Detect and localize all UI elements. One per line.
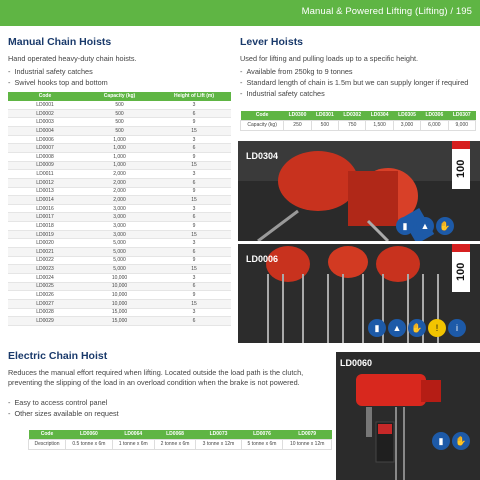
table-cell: LD0007 bbox=[8, 144, 82, 153]
table-cell: 2,000 bbox=[82, 178, 157, 187]
manual-intro: Hand operated heavy-duty chain hoists. bbox=[8, 54, 137, 63]
table-header: LD0076 bbox=[241, 430, 283, 439]
page-title: Manual & Powered Lifting (Lifting) / 195 bbox=[301, 6, 472, 17]
table-cell: LD0006 bbox=[8, 135, 82, 144]
table-header: LD0302 bbox=[339, 111, 366, 120]
table-cell: 6 bbox=[157, 248, 231, 257]
table-header: LD0301 bbox=[311, 111, 338, 120]
table-cell: 15 bbox=[157, 127, 231, 136]
electric-hoist-photo bbox=[336, 352, 480, 480]
table-row bbox=[8, 178, 231, 187]
table-row bbox=[8, 196, 231, 205]
lever-section-title: Lever Hoists bbox=[240, 36, 304, 48]
table-cell: 1,000 bbox=[82, 135, 157, 144]
table-header: LD0073 bbox=[196, 430, 241, 439]
helmet-icon: ▲ bbox=[388, 319, 406, 337]
table-cell: 2,000 bbox=[82, 170, 157, 179]
table-cell: 5,000 bbox=[82, 265, 157, 274]
electric-section-title: Electric Chain Hoist bbox=[8, 350, 108, 362]
table-header: LD0060 bbox=[65, 430, 112, 439]
table-cell: 6 bbox=[157, 144, 231, 153]
table-cell: LD0004 bbox=[8, 127, 82, 136]
header-bar bbox=[0, 0, 480, 26]
table-cell: 1,500 bbox=[366, 120, 393, 130]
lever-hoist-table bbox=[240, 111, 476, 131]
table-header: LD0068 bbox=[154, 430, 196, 439]
manual-bullets bbox=[8, 66, 108, 88]
table-row bbox=[8, 144, 231, 153]
table-cell: LD0019 bbox=[8, 230, 82, 239]
table-cell: 1,000 bbox=[82, 161, 157, 170]
table-row bbox=[8, 308, 231, 317]
table-cell: 10,000 bbox=[82, 299, 157, 308]
table-cell: 6 bbox=[157, 317, 231, 326]
table-header: LD0300 bbox=[284, 111, 311, 120]
manual-bullet: - Industrial safety catches bbox=[8, 66, 108, 77]
table-cell: 15 bbox=[157, 196, 231, 205]
lever-bullet: - Available from 250kg to 9 tonnes bbox=[240, 66, 476, 77]
table-cell: 9 bbox=[157, 291, 231, 300]
table-cell: 5,000 bbox=[82, 239, 157, 248]
table-row bbox=[8, 118, 231, 127]
badge-strip bbox=[452, 244, 470, 252]
table-cell: LD0025 bbox=[8, 282, 82, 291]
table-cell: 10,000 bbox=[82, 291, 157, 300]
table-cell: LD0016 bbox=[8, 204, 82, 213]
lever-intro: Used for lifting and pulling loads up to a specific height. bbox=[240, 54, 419, 63]
table-row bbox=[8, 170, 231, 179]
table-cell: 3 bbox=[157, 273, 231, 282]
table-cell: 500 bbox=[82, 109, 157, 118]
table-cell: 250 bbox=[284, 120, 311, 130]
table-cell: LD0008 bbox=[8, 152, 82, 161]
table-cell: 3 bbox=[157, 204, 231, 213]
table-cell: 3,000 bbox=[82, 222, 157, 231]
table-cell: LD0009 bbox=[8, 161, 82, 170]
table-cell: 6 bbox=[157, 213, 231, 222]
table-cell: 15,000 bbox=[82, 308, 157, 317]
glove-icon: ✋ bbox=[408, 319, 426, 337]
glove-icon: ✋ bbox=[436, 217, 454, 235]
table-cell: 0.5 tonne x 6m bbox=[65, 439, 112, 449]
table-cell: 9 bbox=[157, 118, 231, 127]
table-cell: LD0017 bbox=[8, 213, 82, 222]
table-cell: LD0002 bbox=[8, 109, 82, 118]
manual-bullet: - Swivel hooks top and bottom bbox=[8, 77, 108, 88]
table-cell: LD0012 bbox=[8, 178, 82, 187]
table-header: LD0306 bbox=[421, 111, 448, 120]
table-cell: 3,000 bbox=[82, 230, 157, 239]
boot-icon: ▮ bbox=[432, 432, 450, 450]
chain-hoist-photo bbox=[238, 244, 480, 343]
table-cell: LD0003 bbox=[8, 118, 82, 127]
electric-bullet: - Easy to access control panel bbox=[8, 397, 119, 408]
badge-100: 100 bbox=[452, 149, 470, 189]
table-cell: LD0014 bbox=[8, 196, 82, 205]
table-cell: 1 tonne x 6m bbox=[112, 439, 154, 449]
table-header: Code bbox=[8, 92, 82, 101]
manual-hoist-table bbox=[8, 92, 231, 326]
table-cell: 6 bbox=[157, 109, 231, 118]
table-row bbox=[8, 152, 231, 161]
table-row bbox=[8, 135, 231, 144]
electric-hoist-table bbox=[28, 430, 332, 450]
product-code-label: LD0006 bbox=[246, 254, 279, 264]
table-cell: 3 bbox=[157, 308, 231, 317]
glove-icon: ✋ bbox=[452, 432, 470, 450]
row-label: Description bbox=[29, 439, 66, 449]
table-cell: LD0018 bbox=[8, 222, 82, 231]
table-row bbox=[8, 265, 231, 274]
table-cell: 10 tonne x 12m bbox=[283, 439, 332, 449]
table-row bbox=[8, 317, 231, 326]
table-cell: 9 bbox=[157, 222, 231, 231]
table-row bbox=[8, 222, 231, 231]
table-cell: 2,000 bbox=[82, 196, 157, 205]
lever-bullet: - Standard length of chain is 1.5m but we can supply longer if required bbox=[240, 77, 476, 88]
safety-icons bbox=[432, 432, 476, 450]
table-cell: 15 bbox=[157, 299, 231, 308]
table-cell: 6,000 bbox=[421, 120, 448, 130]
table-cell: 3,000 bbox=[82, 204, 157, 213]
table-cell: 15 bbox=[157, 265, 231, 274]
safety-icons bbox=[396, 217, 454, 235]
table-row bbox=[8, 299, 231, 308]
table-cell: 15 bbox=[157, 161, 231, 170]
table-cell: LD0023 bbox=[8, 265, 82, 274]
table-cell: 2,000 bbox=[82, 187, 157, 196]
table-cell: 15 bbox=[157, 230, 231, 239]
row-label: Capacity (kg) bbox=[241, 120, 284, 130]
table-cell: LD0013 bbox=[8, 187, 82, 196]
electric-intro: Reduces the manual effort required when lifting. Located outside the load path is the clutch, preventing the slipping of the load in an overload condition when the brake is not powered. bbox=[8, 368, 304, 387]
table-cell: 3 bbox=[157, 135, 231, 144]
table-cell: 750 bbox=[339, 120, 366, 130]
table-cell: 9,000 bbox=[448, 120, 475, 130]
badge-100: 100 bbox=[452, 252, 470, 292]
table-row bbox=[8, 204, 231, 213]
product-code-label: LD0304 bbox=[246, 151, 279, 161]
table-row bbox=[8, 127, 231, 136]
table-header: Height of Lift (m) bbox=[157, 92, 231, 101]
table-header: LD0307 bbox=[448, 111, 475, 120]
table-cell: 500 bbox=[82, 127, 157, 136]
table-cell: 15,000 bbox=[82, 317, 157, 326]
manual-section-title: Manual Chain Hoists bbox=[8, 36, 112, 48]
table-cell: 10,000 bbox=[82, 273, 157, 282]
table-row bbox=[8, 282, 231, 291]
table-row bbox=[8, 248, 231, 257]
boot-icon: ▮ bbox=[368, 319, 386, 337]
electric-hoist-illustration bbox=[336, 352, 480, 480]
table-cell: LD0026 bbox=[8, 291, 82, 300]
table-header: LD0305 bbox=[393, 111, 420, 120]
table-cell: 5,000 bbox=[82, 256, 157, 265]
table-cell: LD0028 bbox=[8, 308, 82, 317]
table-header: Code bbox=[29, 430, 66, 439]
table-cell: LD0021 bbox=[8, 248, 82, 257]
table-cell: 3 tonne x 12m bbox=[196, 439, 241, 449]
table-header: LD0304 bbox=[366, 111, 393, 120]
electric-bullets bbox=[8, 397, 119, 419]
product-code-label: LD0060 bbox=[340, 358, 373, 368]
table-cell: 3 bbox=[157, 239, 231, 248]
table-row bbox=[8, 101, 231, 110]
table-cell: 3,000 bbox=[393, 120, 420, 130]
lever-bullet: - Industrial safety catches bbox=[240, 88, 476, 99]
table-row bbox=[8, 273, 231, 282]
table-cell: LD0027 bbox=[8, 299, 82, 308]
table-cell: LD0001 bbox=[8, 101, 82, 110]
warning-icon: ! bbox=[428, 319, 446, 337]
table-row bbox=[8, 239, 231, 248]
table-cell: 9 bbox=[157, 152, 231, 161]
table-cell: LD0020 bbox=[8, 239, 82, 248]
table-cell: LD0029 bbox=[8, 317, 82, 326]
table-cell: 10,000 bbox=[82, 282, 157, 291]
table-cell: 6 bbox=[157, 282, 231, 291]
table-row bbox=[8, 161, 231, 170]
table-header: Capacity (kg) bbox=[82, 92, 157, 101]
table-cell: 3,000 bbox=[82, 213, 157, 222]
table-cell: LD0024 bbox=[8, 273, 82, 282]
table-cell: 2 tonne x 6m bbox=[154, 439, 196, 449]
badge-strip bbox=[452, 141, 470, 149]
safety-icons bbox=[368, 319, 466, 337]
table-row bbox=[8, 187, 231, 196]
table-header: LD0064 bbox=[112, 430, 154, 439]
boot-icon: ▮ bbox=[396, 217, 414, 235]
table-cell: 500 bbox=[82, 118, 157, 127]
table-cell: 5,000 bbox=[82, 248, 157, 257]
table-cell: 6 bbox=[157, 178, 231, 187]
info-icon: i bbox=[448, 319, 466, 337]
table-cell: 1,000 bbox=[82, 152, 157, 161]
table-cell: 1,000 bbox=[82, 144, 157, 153]
table-row bbox=[8, 256, 231, 265]
table-row bbox=[8, 213, 231, 222]
table-cell: 500 bbox=[311, 120, 338, 130]
table-cell: 3 bbox=[157, 101, 231, 110]
electric-bullet: - Other sizes available on request bbox=[8, 408, 119, 419]
table-header: Code bbox=[241, 111, 284, 120]
table-cell: 3 bbox=[157, 170, 231, 179]
table-cell: LD0022 bbox=[8, 256, 82, 265]
helmet-icon: ▲ bbox=[416, 217, 434, 235]
table-header: LD0079 bbox=[283, 430, 332, 439]
lever-hoist-photo bbox=[238, 141, 480, 241]
table-row bbox=[8, 291, 231, 300]
table-cell: 9 bbox=[157, 256, 231, 265]
lever-bullets bbox=[240, 66, 476, 99]
table-cell: 5 tonne x 6m bbox=[241, 439, 283, 449]
table-row bbox=[8, 109, 231, 118]
table-cell: LD0011 bbox=[8, 170, 82, 179]
table-cell: 500 bbox=[82, 101, 157, 110]
table-row bbox=[8, 230, 231, 239]
table-cell: 9 bbox=[157, 187, 231, 196]
